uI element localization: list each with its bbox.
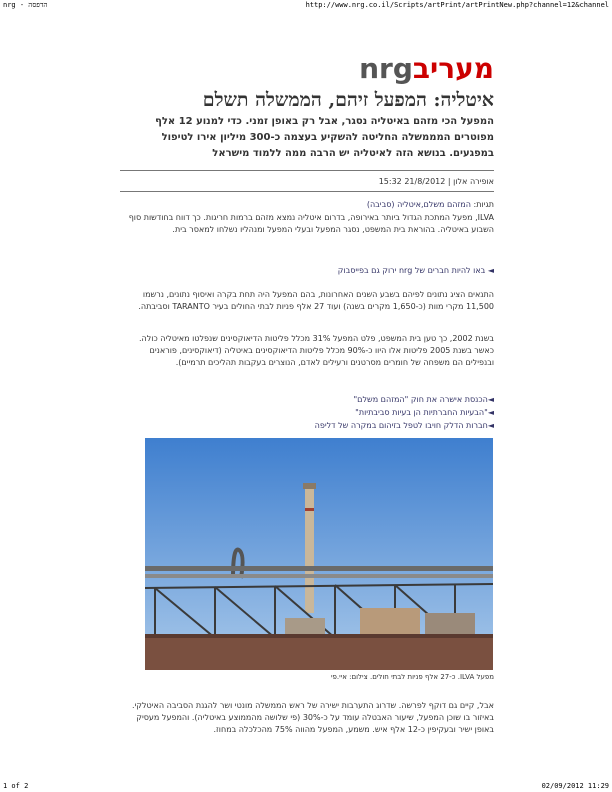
author-name: אופירה אלון: [453, 177, 494, 186]
related-link[interactable]: ◄חברות הדלק חויבו לטפל בזיהום במקרה של דליפה: [314, 421, 494, 430]
divider: [120, 191, 494, 192]
site-logo: [359, 54, 494, 84]
divider: [120, 170, 494, 171]
related-link[interactable]: ◄"הבעיות החברתיות הן בעיות סביבתיות": [355, 408, 494, 417]
paragraph-2: התנאים הציג נתונים לפיהם בשבע השנים האחרונות, בהם המפעל היה תחת בקרה ואיסוף נתונים, נרשמו 11,500 מקרי מוות (כ-1,650 מקרים בשנה) ועוד 27 אלף פניות לבתי החולים בעיר TARANTO וסביבתה.: [138, 290, 494, 311]
logo-brand: nrg: [359, 52, 413, 85]
article-title: איטליה: המפעל זיהם, הממשלה תשלם: [202, 89, 494, 111]
print-header-title: nrg - הדפסה: [3, 1, 48, 9]
paragraph-4: אבל, קיים גם דוקף לפרשה. שדרוג התערבות ישירה של ראש הממשלה מונטי ושר להגנת הסביבה האיטלקי. באיזור בו שוכן המפעל, שיעור האבטלה עומד על כ-30% (פי שלושה מהממוצע באיטליה). והמפעל מעסיק באופן ישיר ובעקיפין כ-12 אלף איש. משמע, המפעל מהווה 75% מהכלכלה במחוז.: [131, 701, 494, 734]
article-lead: המפעל הכי מזהם באיטליה נסגר, אבל רק באופן זמני. כדי למנוע 12 אלף מפוטרים המממשלה החליטה להשקיע בעצמה כ-300 מיליון אירו לטיפול במפגעים. בנושא הזה לאיטליה יש הרבה ממה ללמוד מישראל: [155, 116, 494, 159]
tags-row: [120, 200, 494, 209]
related-links: [315, 393, 494, 432]
logo-name: מעריב: [412, 52, 494, 85]
tags-label: תגיות:: [473, 200, 494, 209]
related-link[interactable]: ◄הכנסת אישרה את חוק "המזהם משלם": [353, 395, 494, 404]
publish-date: 21/8/2012 15:32: [378, 177, 446, 186]
factory-photo: [145, 438, 493, 670]
print-timestamp: 02/09/2012 11:29: [541, 782, 609, 790]
byline: אופירה אלון | 21/8/2012 15:32: [378, 177, 494, 186]
facebook-share-link[interactable]: ◄ באו להיות חברים של nrg ירוק גם בפייסבוק: [337, 266, 494, 275]
share-link-text[interactable]: באו להיות חברים של nrg ירוק גם בפייסבוק: [337, 266, 486, 275]
print-header-url: http://www.nrg.co.il/Scripts/artPrint/artPrintNew.php?channel=12&channel: [305, 1, 609, 9]
paragraph-1: ILVA, מפעל המתכת הגדול ביותר באירופה, בדרום איטליה נמצא מזהם ברמות חריגות. כך דווח בחודשות סוף השבוע באיטליה. בהוראת בית המשפט, נסגר המפעל ובעלי המפעל ומנהליו נשלחו למאסר בית.: [128, 213, 494, 234]
print-header: [0, 0, 612, 12]
article-photo: [145, 438, 493, 670]
photo-caption: מפעל ILVA. כ-27 אלף פניות לבתי חולים. צילום: איי.פי: [330, 673, 494, 681]
page-count: 1 of 2: [3, 782, 29, 790]
paragraph-3: בשנת 2002, כך טען בית המשפט, פלט המפעל 31% מכלל פליטות הדיאוקסינים שנפלטו מאיטליה כולה. כאשר בשנת 2005 פליטות אלו היוו כ-90% מכלל פליטות הדיאוקסינים באיטליה (דיאוקסינים, פוראנים ובנפילים הם משפחה של חומרים מסרטנים ורעילים לאדם, הנוצרים בעקבות תהליכים תרמיים).: [138, 334, 494, 367]
tags-links[interactable]: המזהם משלם,איטליה (סביבה): [366, 200, 471, 209]
